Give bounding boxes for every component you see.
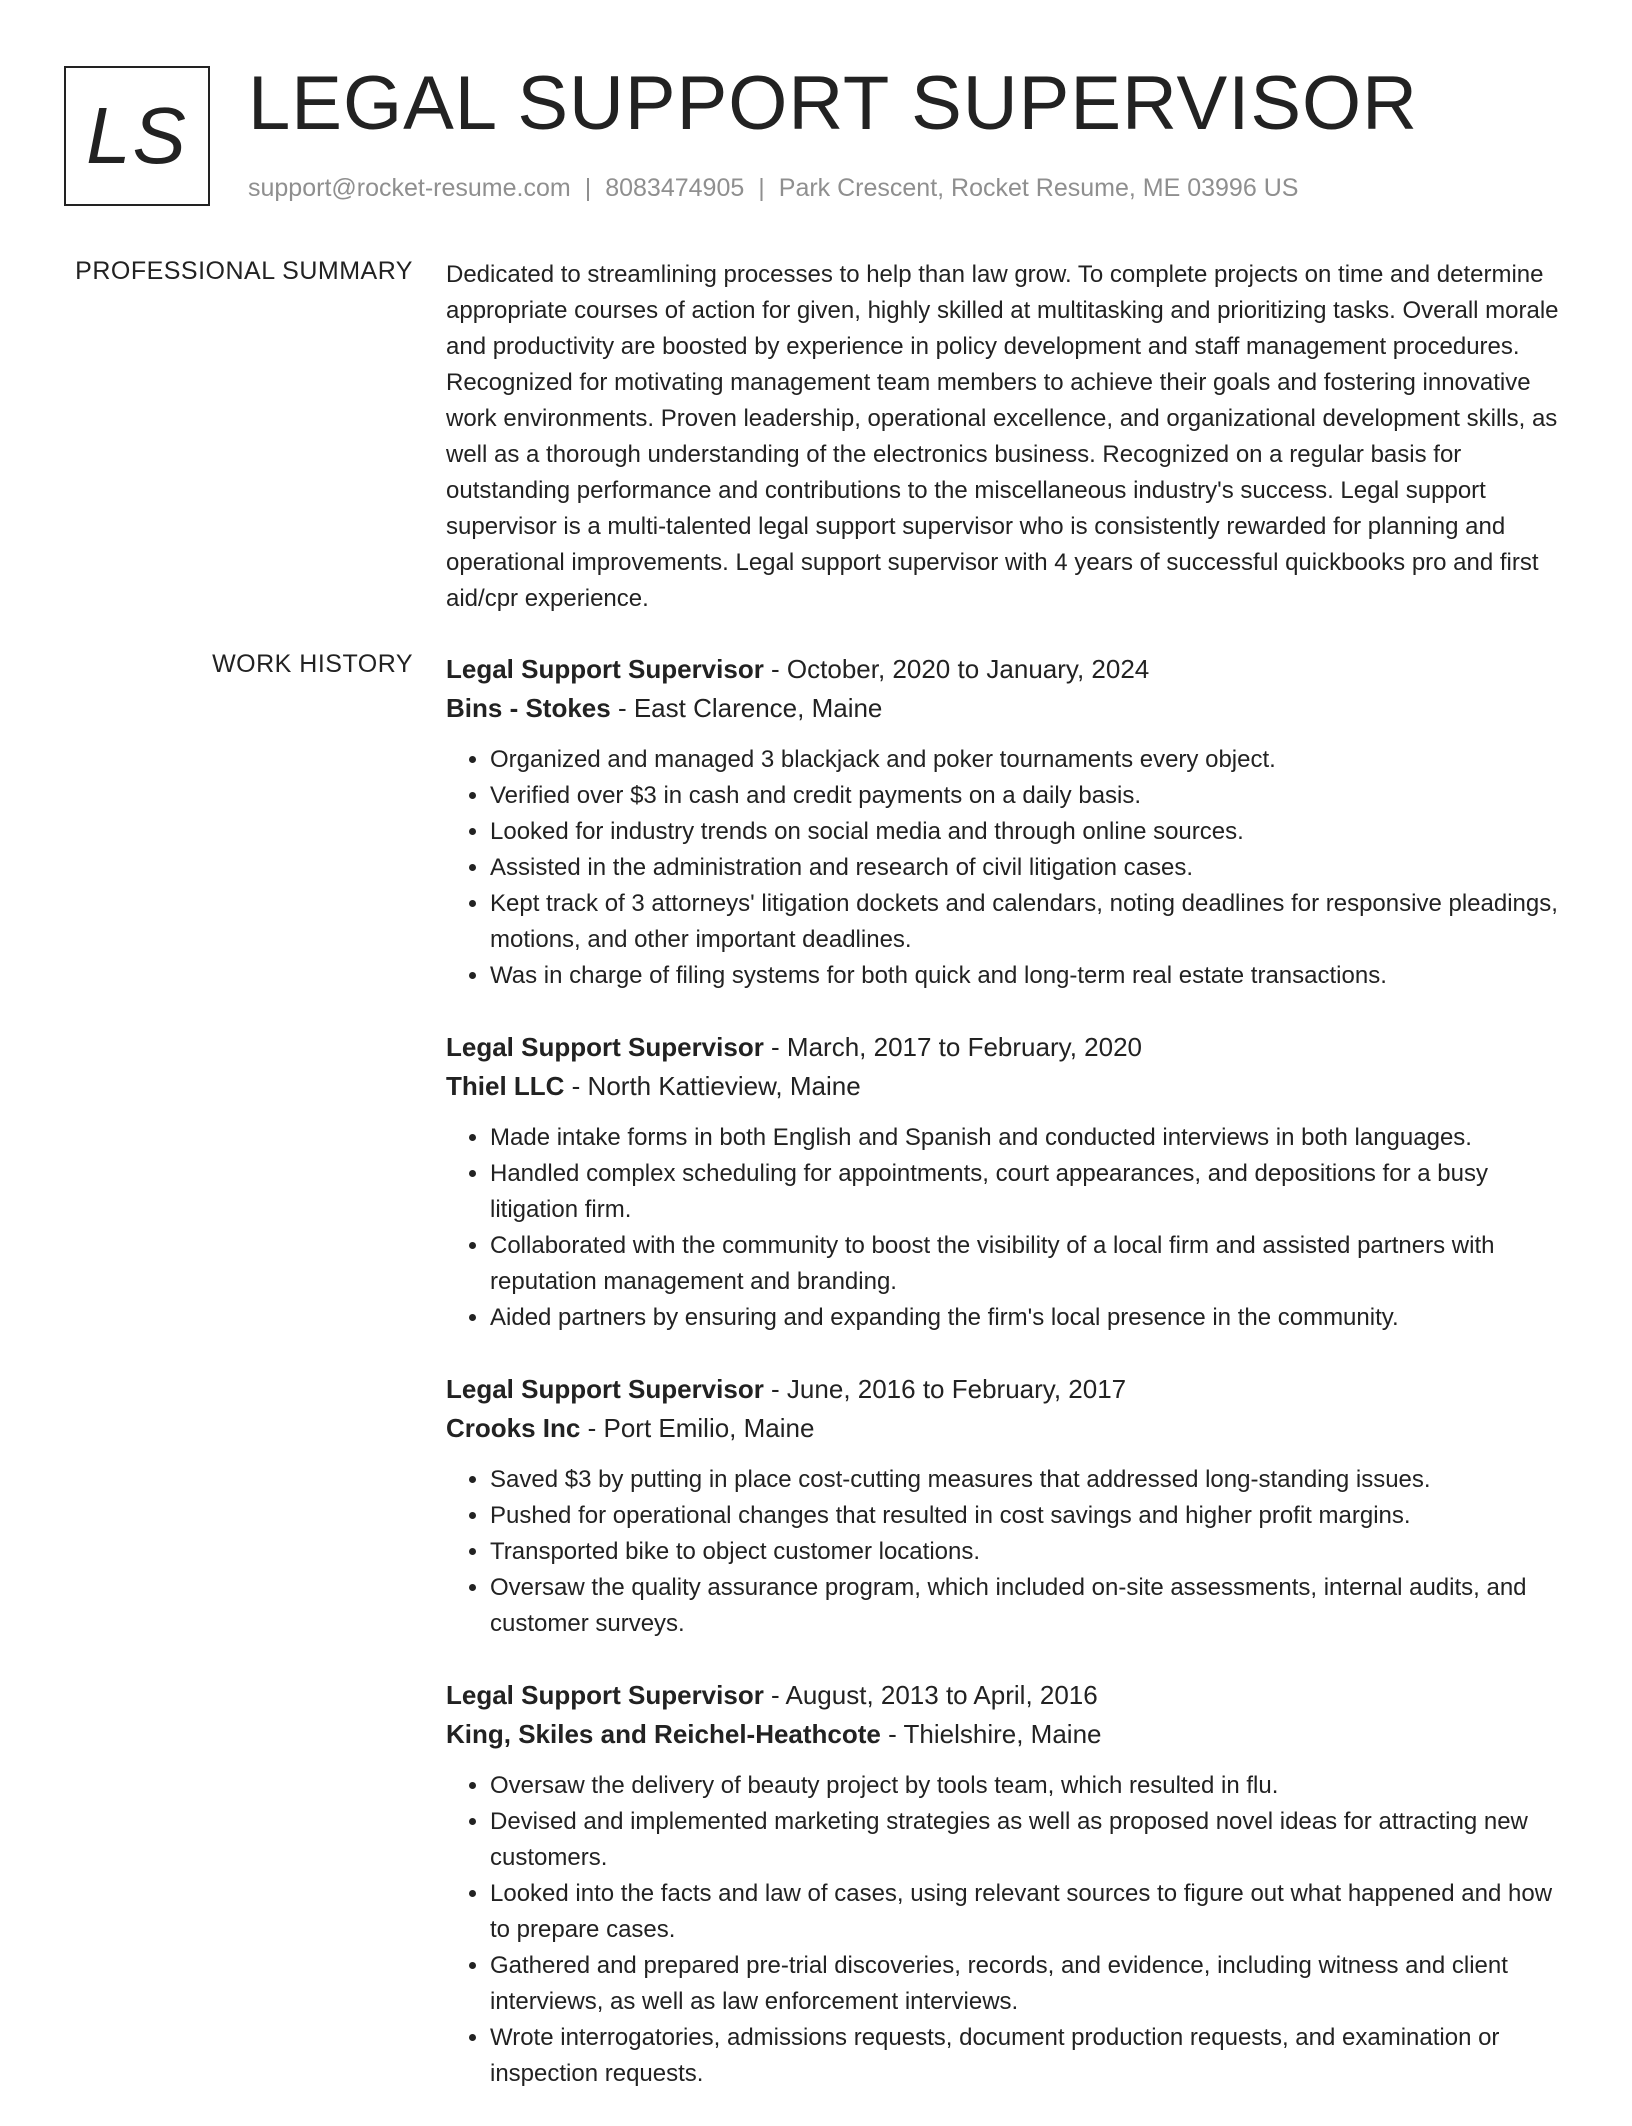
job-entry (446, 1676, 1564, 2092)
job-bullet: • Oversaw the quality assurance program, which included on-site assessments, internal audits, and customer surveys. (490, 1570, 1564, 1642)
job-entry (446, 1370, 1564, 1642)
job-bullet: • Saved $3 by putting in place cost-cutting measures that addressed long-standing issues. (490, 1462, 1564, 1498)
contact-line (248, 174, 1298, 203)
job-company-line (446, 689, 1564, 728)
job-bullet: • Kept track of 3 attorneys' litigation dockets and calendars, noting deadlines for responsive pleadings, motions, and other important deadlines. (490, 886, 1564, 958)
job-bullet-list (446, 1120, 1564, 1336)
job-dates: - March, 2017 to February, 2020 (763, 1032, 1142, 1062)
job-location: - Port Emilio, Maine (580, 1413, 815, 1443)
job-title-line (446, 1370, 1564, 1409)
job-bullet: • Transported bike to object customer locations. (490, 1534, 1564, 1570)
job-company: King, Skiles and Reichel-Heathcote (446, 1719, 881, 1749)
work-history-list (446, 650, 1564, 2126)
job-title-line (446, 650, 1564, 689)
job-bullet: • Assisted in the administration and research of civil litigation cases. (490, 850, 1564, 886)
job-title-line (446, 1028, 1564, 1067)
job-company: Thiel LLC (446, 1071, 565, 1101)
job-bullet: • Collaborated with the community to boost the visibility of a local firm and assisted partners with reputation management and branding. (490, 1228, 1564, 1300)
contact-phone: 8083474905 (605, 174, 745, 202)
job-bullet: • Verified over $3 in cash and credit payments on a daily basis. (490, 778, 1564, 814)
job-location: - North Kattieview, Maine (564, 1071, 861, 1101)
contact-address: Park Crescent, Rocket Resume, ME 03996 US (778, 174, 1299, 202)
job-bullet: • Looked into the facts and law of cases, using relevant sources to figure out what happened and how to prepare cases. (490, 1876, 1564, 1948)
job-title: Legal Support Supervisor (446, 1374, 764, 1404)
contact-email: support@rocket-resume.com (248, 174, 571, 202)
monogram-logo: LS (64, 66, 210, 206)
section-label-work-history: WORK HISTORY (212, 650, 413, 678)
resume-title: LEGAL SUPPORT SUPERVISOR (248, 61, 1419, 146)
job-bullet: • Aided partners by ensuring and expanding the firm's local presence in the community. (490, 1300, 1564, 1336)
job-bullet-list (446, 1462, 1564, 1642)
job-location: - Thielshire, Maine (880, 1719, 1102, 1749)
job-bullet: • Oversaw the delivery of beauty project by tools team, which resulted in flu. (490, 1768, 1564, 1804)
job-company: Crooks Inc (446, 1413, 581, 1443)
job-bullet: • Organized and managed 3 blackjack and poker tournaments every object. (490, 742, 1564, 778)
job-dates: - June, 2016 to February, 2017 (763, 1374, 1127, 1404)
job-bullet-list (446, 742, 1564, 994)
job-bullet: • Made intake forms in both English and Spanish and conducted interviews in both languages. (490, 1120, 1564, 1156)
job-dates: - October, 2020 to January, 2024 (763, 654, 1150, 684)
job-location: - East Clarence, Maine (610, 693, 883, 723)
summary-text: Dedicated to streamlining processes to help than law grow. To complete projects on time and determine appropriate courses of action for given, highly skilled at multitasking and prioritizing tasks. Overall morale and productivity are boosted by experience in policy development and staff management procedures. Recognized for motivating management team members to achieve their goals and fostering innovative work environments. Proven leadership, operational excellence, and organizational development skills, as well as a thorough understanding of the electronics business. Recognized on a regular basis for outstanding performance and contributions to the miscellaneous industry's success. Legal support supervisor is a multi-talented legal support supervisor who is consistently rewarded for planning and operational improvements. Legal support supervisor with 4 years of successful quickbooks pro and first aid/cpr experience. (446, 261, 1559, 612)
job-title: Legal Support Supervisor (446, 1680, 764, 1710)
job-company-line (446, 1715, 1564, 1754)
job-bullet: • Pushed for operational changes that resulted in cost savings and higher profit margins. (490, 1498, 1564, 1534)
job-company: Bins - Stokes (446, 693, 611, 723)
job-title: Legal Support Supervisor (446, 1032, 764, 1062)
summary-body (446, 257, 1564, 617)
job-bullet-list (446, 1768, 1564, 2092)
job-dates: - August, 2013 to April, 2016 (763, 1680, 1098, 1710)
job-company-line (446, 1409, 1564, 1448)
job-title: Legal Support Supervisor (446, 654, 764, 684)
job-bullet: • Devised and implemented marketing strategies as well as proposed novel ideas for attracting new customers. (490, 1804, 1564, 1876)
job-bullet: • Wrote interrogatories, admissions requests, document production requests, and examination or inspection requests. (490, 2020, 1564, 2092)
job-bullet: • Looked for industry trends on social media and through online sources. (490, 814, 1564, 850)
job-entry (446, 650, 1564, 994)
section-label-summary: PROFESSIONAL SUMMARY (75, 257, 413, 285)
job-entry (446, 1028, 1564, 1336)
job-bullet: • Handled complex scheduling for appointments, court appearances, and depositions for a busy litigation firm. (490, 1156, 1564, 1228)
job-title-line (446, 1676, 1564, 1715)
contact-separator: | (584, 174, 592, 202)
contact-separator: | (758, 174, 765, 202)
resume-header (64, 61, 1564, 216)
job-bullet: • Was in charge of filing systems for both quick and long-term real estate transactions. (490, 958, 1564, 994)
job-company-line (446, 1067, 1564, 1106)
job-bullet: • Gathered and prepared pre-trial discoveries, records, and evidence, including witness and client interviews, as well as law enforcement interviews. (490, 1948, 1564, 2020)
